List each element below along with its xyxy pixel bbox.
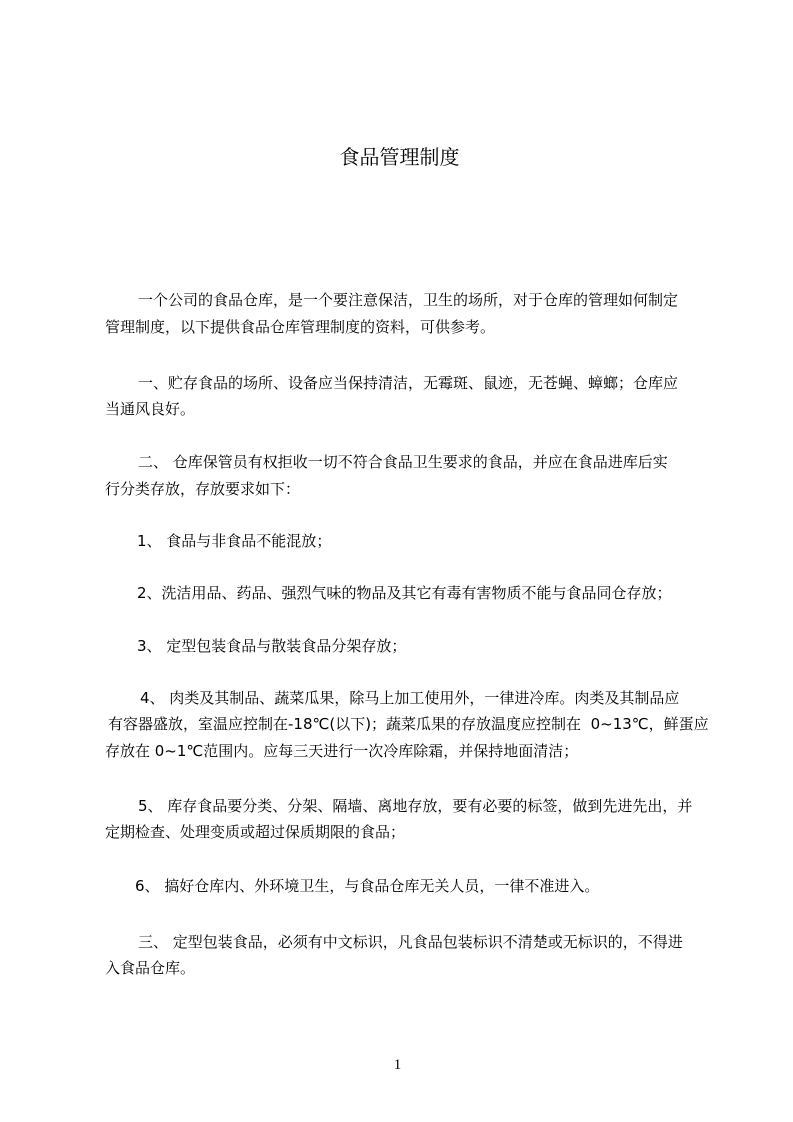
paragraph-line: 三、 定型包装食品，必须有中文标识，凡食品包装标识不清楚或无标识的，不得进 [138, 933, 683, 951]
paragraph-line: 1、 食品与非食品不能混放； [137, 532, 332, 550]
paragraph-line: 6、 搞好仓库内、外环境卫生，与食品仓库无关人员，一律不准进入。 [135, 877, 600, 895]
paragraph-line: 有容器盛放，室温应控制在-18℃(以下)；蔬菜瓜果的存放温度应控制在 0~13℃，鲜蛋应 [108, 715, 709, 733]
paragraph-line: 行分类存放，存放要求如下： [105, 480, 301, 498]
paragraph-line: 存放在 0~1℃范围内。应每三天进行一次冷库除霜，并保持地面清洁； [105, 742, 579, 760]
paragraph-line: 二、 仓库保管员有权拒收一切不符合食品卫生要求的食品，并应在食品进库后实 [138, 453, 668, 471]
paragraph-line: 4、 肉类及其制品、蔬菜瓜果，除马上加工使用外，一律进冷库。肉类及其制品应 [140, 689, 680, 707]
paragraph-line: 当通风良好。 [105, 400, 196, 418]
page-title: 食品管理制度 [339, 145, 460, 169]
paragraph-line: 管理制度，以下提供食品仓库管理制度的资料，可供参考。 [105, 318, 496, 336]
page-number: 1 [393, 1057, 402, 1073]
paragraph-line: 一个公司的食品仓库，是一个要注意保洁，卫生的场所，对于仓库的管理如何制定 [138, 291, 679, 309]
paragraph-line: 5、 库存食品要分类、分架、隔墙、离地存放，要有必要的标签，做到先进先出，并 [138, 797, 693, 815]
paragraph-line: 3、 定型包装食品与散装食品分架存放； [137, 637, 407, 655]
paragraph-line: 入食品仓库。 [105, 959, 196, 977]
paragraph-line: 一、贮存食品的场所、设备应当保持清洁，无霉斑、鼠迹，无苍蝇、蟑螂；仓库应 [138, 374, 679, 392]
paragraph-line: 2、洗洁用品、药品、强烈气味的物品及其它有毒有害物质不能与食品同仓存放； [137, 584, 672, 602]
paragraph-line: 定期检查、处理变质或超过保质期限的食品； [105, 823, 406, 841]
